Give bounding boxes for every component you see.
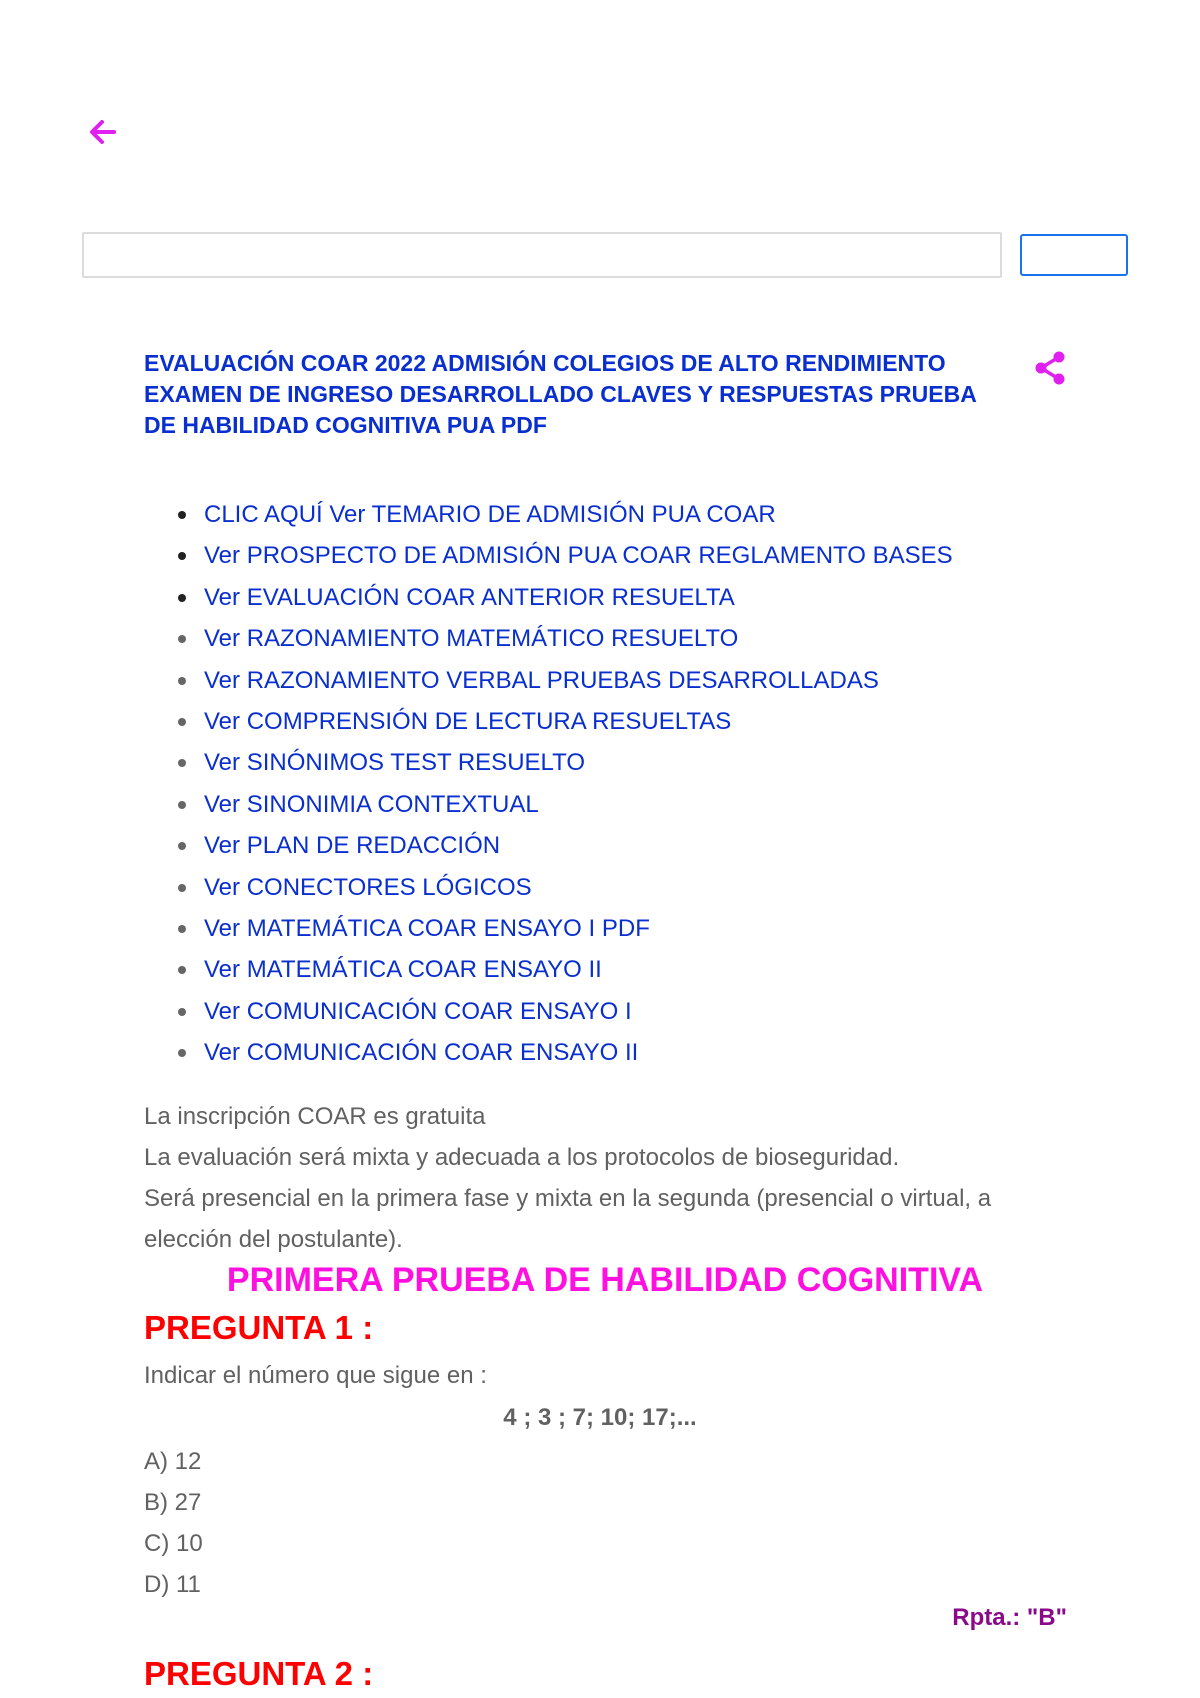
resource-link-item [204,535,1104,576]
arrow-left-icon [86,116,118,148]
resource-link[interactable]: Ver RAZONAMIENTO MATEMÁTICO RESUELTO [204,625,739,653]
resource-link-item [204,991,1104,1032]
resource-link[interactable]: Ver CONECTORES LÓGICOS [204,873,532,901]
resource-link[interactable]: Ver SINONIMIA CONTEXTUAL [204,790,539,818]
option-a: A) 12 [144,1448,202,1475]
resource-link[interactable]: Ver COMPRENSIÓN DE LECTURA RESUELTAS [204,707,732,735]
resource-link-item [204,742,1104,783]
resource-link[interactable]: Ver COMUNICACIÓN COAR ENSAYO I [204,997,632,1025]
number-sequence: 4 ; 3 ; 7; 10; 17;... [503,1404,697,1431]
search-input[interactable] [82,232,1002,278]
resource-link-item [204,1032,1104,1073]
resource-link-item [204,784,1104,825]
resource-link-item [204,825,1104,866]
option-b: B) 27 [144,1489,202,1516]
info-line-registration: La inscripción COAR es gratuita [144,1103,486,1130]
share-button[interactable] [1032,350,1068,386]
question-title: PREGUNTA 1 : [144,1309,374,1346]
section-heading: PRIMERA PRUEBA DE HABILIDAD COGNITIVA [226,1261,984,1299]
option-c: C) 10 [144,1530,203,1557]
resource-link[interactable]: Ver EVALUACIÓN COAR ANTERIOR RESUELTA [204,583,735,611]
resource-link-item [204,908,1104,949]
info-block [144,1096,1074,1260]
answer-key: Rpta.: "B" [952,1604,1067,1631]
question-prompt: Indicar el número que sigue en : [144,1362,487,1389]
resource-link-item [204,867,1104,908]
resource-link[interactable]: Ver PROSPECTO DE ADMISIÓN PUA COAR REGLAMENTO BASES [204,542,953,570]
share-icon [1032,350,1068,386]
search-button[interactable] [1020,234,1128,276]
resource-link-item [204,618,1104,659]
answer-options [144,1441,203,1605]
resource-link[interactable]: Ver MATEMÁTICA COAR ENSAYO I PDF [204,914,650,942]
resource-link-item [204,577,1104,618]
resource-link[interactable]: CLIC AQUÍ Ver TEMARIO DE ADMISIÓN PUA COAR [204,501,776,528]
resource-link[interactable]: Ver RAZONAMIENTO VERBAL PRUEBAS DESARROLLADAS [204,666,879,694]
info-line-modality: Será presencial en la primera fase y mixta en la segunda (presencial o virtual, a elección del postulante). [144,1185,992,1253]
option-d: D) 11 [144,1571,201,1598]
back-button[interactable] [86,116,118,148]
resource-link[interactable]: Ver PLAN DE REDACCIÓN [204,832,501,860]
resource-link-item [204,949,1104,990]
post-title: EVALUACIÓN COAR 2022 ADMISIÓN COLEGIOS DE ALTO RENDIMIENTO EXAMEN DE INGRESO DESARROLLADO CLAVES Y RESPUESTAS PRUEBA DE HABILIDAD COGNITIVA PUA PDF [144,350,976,438]
resource-link[interactable]: Ver COMUNICACIÓN COAR ENSAYO II [204,1039,639,1067]
resource-link-list [204,494,1104,1073]
resource-link-item [204,494,1104,535]
resource-link-item [204,701,1104,742]
resource-link[interactable]: Ver MATEMÁTICA COAR ENSAYO II [204,956,602,984]
next-question-title: PREGUNTA 2 : [144,1655,374,1692]
resource-link-item [204,660,1104,701]
info-line-evaluation: La evaluación será mixta y adecuada a los protocolos de bioseguridad. [144,1144,900,1171]
resource-link[interactable]: Ver SINÓNIMOS TEST RESUELTO [204,749,585,777]
